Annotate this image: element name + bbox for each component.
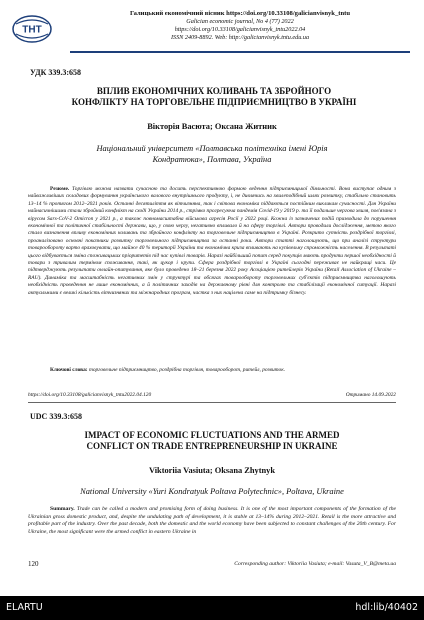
journal-header (10, 8, 414, 54)
section-divider (28, 402, 396, 403)
journal-issue-line: Galician economic journal, No 4 (77) 2022 (186, 18, 294, 25)
tntu-logo-icon (12, 14, 52, 44)
abstract-ua-label: Резюме. (50, 186, 70, 192)
journal-title-line: Галицький економічний вісник https://doi.org/10.33108/galicianvisnyk_tntu (130, 10, 350, 17)
logo-text: ТНТ (22, 24, 42, 36)
page-footer (28, 560, 396, 568)
keywords-ua (28, 367, 396, 374)
title-ua-line2: КОНФЛІКТУ НА ТОРГОВЕЛЬНЕ ПІДПРИЄМНИЦТВО В УКРАЇНІ (71, 97, 357, 107)
title-en-line2: CONFLICT ON TRADE ENTREPRENEURSHIP IN UKRAINE (86, 441, 338, 451)
received-date: Отримано 14.09.2022 (345, 392, 396, 398)
header-rule (70, 51, 410, 53)
affil-ua-line2: Кондратюка», Полтава, Україна (152, 155, 272, 164)
keywords-ua-label: Ключові слова: (50, 367, 88, 373)
doi-row-ua (28, 392, 396, 398)
keywords-ua-text: торговельне підприємництво, роздрібна торгівля, товарооборот, ритейл, розвиток. (88, 367, 286, 373)
repository-name: ELARTU (6, 602, 43, 613)
doi-link[interactable]: https://doi.org/10.33108/galicianvisnyk_tntu2022.04.120 (28, 392, 152, 398)
article-title-en (50, 430, 374, 452)
authors-ua: Вікторія Васюта; Оксана Житник (147, 122, 277, 131)
abstract-en (28, 506, 396, 536)
abstract-ua-text: Торгівлю можна назвати сучасною та досить перспективною формою ведення підприємницької діяльності. Вона виступає одним з найважливіших складових формування українського валового внутрішнього продукту, і, не дивлячись на хвилеподібний шлях розвитку, стабільно становить 13–14 % протягом 2012–2021 років. Останні десятиліття як вітчизняна, так і світова економіка піддаються постійним викликам сучасності. Для України найнасичнішими стали збройний конфлікт на сході України 2014 р., стрімко прогресуюча пандемія Covid-19 у 2019 р. та її подальше чергова хвиля, пов'язана з вірусом Sars-CoV-2 Omicron у 2021 р., а також повномасштабна військова агресія Росії у 2022 році. Кожна із зазначених подій призводила до порушення економічної та політичної стабільності держави, що, у свою чергу, негативно впливало й на сферу торгівлі. Автори проводили дослідження, метою якого стало визначення впливу економічних коливань та збройного конфлікту на торговельне підприємництво в Україні. Розкрито сутність роздрібної торгівлі, проаналізовано основні показники розвитку торговельного підприємництва за останні роки. Автори статті наголошують, що при аналізі структури товарообороту варто враховувати, що майже 40 % території України та економічна криза впливають на купівельну спроможність населення. В результаті цього відбувається зміна споживацьких пріоритетів під час купівлі товарів. Наразі найбільший попит серед покупців мають продукти першої необхідності й товари з тривалим терміном споживання, такі, як цукор і крупи. Сфера роздрібної торгівлі в Україні сьогодні переживає не найкращі часи. Це підтверджують результати онлайн-опитування, яке було проведено 18–21 березня 2022 року Асоціацією ритейлерів України (Retail Association of Ukraine – RAU). Динаміка та масштабність негативних змін у структурі та обсягах товарообороту торговельних суб'єктів підприємництва наголошують необхідність проведення не лише економічних, а й політичних заходів на державному рівні для контролю та стабілізації економічної ситуації. Наразі актуальними є великі кількість вітчизняних та міжнародних програм, частка з них націлена саме на підтримку бізнесу. (28, 186, 396, 296)
affil-ua-line1: Національний університет «Полтавська політехніка імені Юрія (96, 144, 328, 153)
corresponding-author: Corresponding author: Viktoriia Vasiuta; e-mail: Vasuta_V_B@meta.ua (234, 561, 396, 567)
udk-ua: УДК 339.3:658 (30, 68, 82, 77)
journal-info (70, 10, 410, 42)
title-en-line1: IMPACT OF ECONOMIC FLUCTUATIONS AND THE ARMED (84, 430, 340, 440)
title-ua-line1: ВПЛИВ ЕКОНОМІЧНИХ КОЛИВАНЬ ТА ЗБРОЙНОГО (96, 86, 332, 96)
authors-en: Viktoriia Vasiuta; Oksana Zhytnyk (148, 466, 276, 475)
abstract-en-label: Summary. (50, 506, 75, 512)
journal-logo (12, 14, 52, 44)
affiliation-en: National University «Yuri Kondratyuk Poltava Polytechnic», Poltava, Ukraine (80, 487, 344, 496)
page-number: 120 (28, 560, 39, 568)
affiliation-ua (40, 143, 384, 165)
abstract-en-text: Trade can be called a modern and promising form of doing business. It is one of the most important components of the formation of the Ukrainian gross domestic product, and, despite the undulating path of development, it is stable at 13–14% during 2012–2021. Retail is the more attractive and profitable part of the industry. Over the past decade, both the domestic and the world economy have been subjected to constant challenges of the 20th century. For Ukraine, the most significant were the armed conflict in eastern Ukraine in (28, 506, 396, 535)
repository-bar (0, 596, 424, 620)
udc-en: UDC 339.3:658 (30, 412, 82, 421)
handle-id[interactable]: hdl:lib/40402 (355, 602, 418, 613)
abstract-ua (28, 186, 396, 297)
article-title-ua (40, 86, 388, 108)
journal-doi-line: https://doi.org/10.33108/galicianvisnyk_tntu2022.04 (174, 26, 306, 33)
journal-issn-line: ISSN 2409-8892. Web: http://galicianvisnyk.tntu.edu.ua (170, 34, 310, 41)
